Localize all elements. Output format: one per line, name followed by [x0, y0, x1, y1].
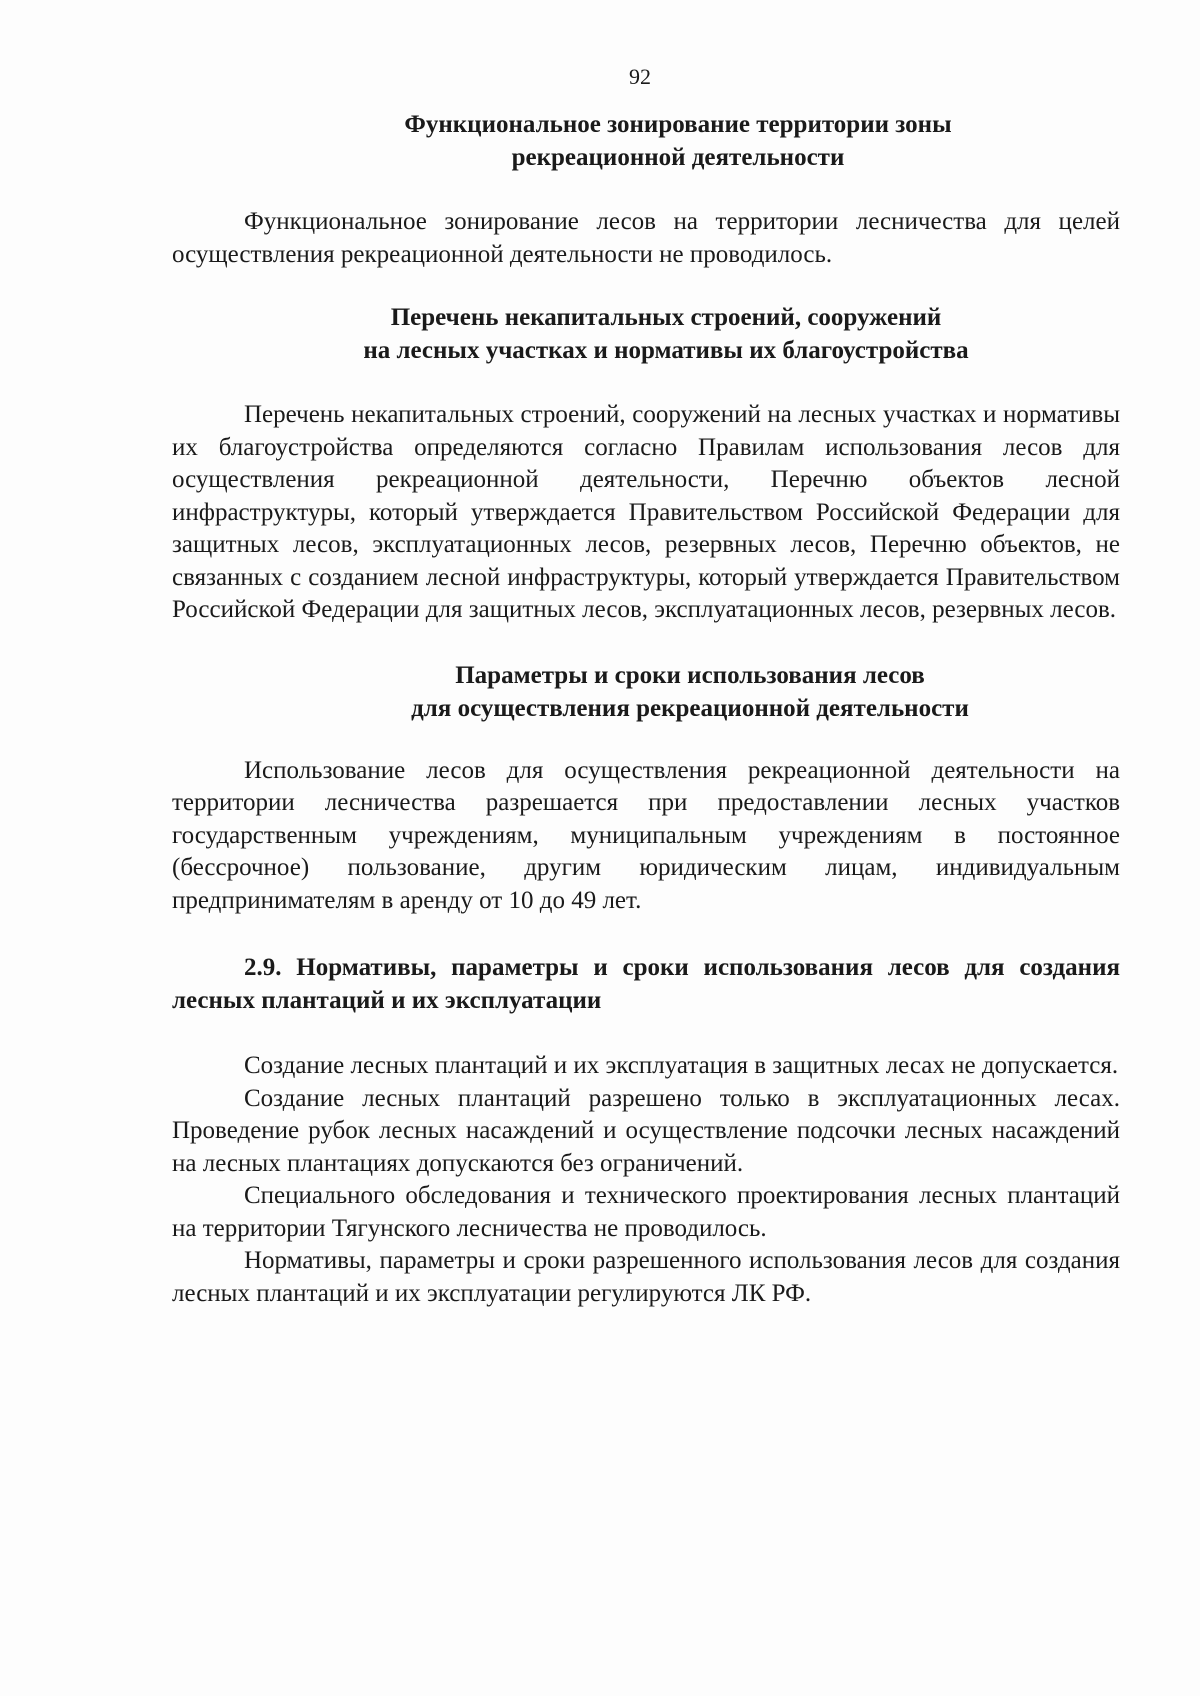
paragraph: Создание лесных плантаций разрешено только в эксплуатационных лесах. Проведение рубок лесных насаждений и осуществление подсочки лесных насаждений на лесных плантациях допускаются без ограничений. — [172, 1084, 1120, 1177]
paragraph: Перечень некапитальных строений, сооружений на лесных участках и нормативы их благоустройства определяются согласно Правилам использования лесов для осуществления рекреационной деятельности, Перечню объектов лесной инфраструктуры, который утверждается Правительством Российской Федерации для защитных лесов, эксплуатационных лесов, резервных лесов, Перечню объектов, не связанных с созданием лесной инфраструктуры, который утверждается Правительством Российской Федерации для защитных лесов, эксплуатационных лесов, резервных лесов. — [172, 401, 1120, 623]
heading-line: рекреационной деятельности — [511, 144, 845, 171]
document-body — [172, 108, 1120, 1310]
heading-line: Функциональное зонирование территории зоны — [404, 111, 952, 138]
section-heading-2-9: 2.9. Нормативы, параметры и сроки использования лесов для создания лесных плантаций и их эксплуатации — [172, 954, 1120, 1014]
paragraph: Создание лесных плантаций и их эксплуатация в защитных лесах не допускается. — [244, 1052, 1119, 1079]
section-heading-structures-list — [172, 301, 1120, 367]
paragraph: Специального обследования и технического проектирования лесных плантаций на территории Тягунского лесничества не проводилось. — [172, 1182, 1120, 1242]
heading-line: Параметры и сроки использования лесов — [455, 661, 925, 689]
heading-line: на лесных участках и нормативы их благоустройства — [363, 337, 969, 364]
heading-line: для осуществления рекреационной деятельности — [411, 694, 969, 722]
page-number: 92 — [629, 64, 651, 89]
section-heading-usage-parameters — [172, 659, 1120, 725]
heading-line: Перечень некапитальных строений, сооружений — [390, 304, 942, 331]
paragraph: Нормативы, параметры и сроки разрешенного использования лесов для создания лесных плантаций и их эксплуатации регулируются ЛК РФ. — [172, 1247, 1120, 1307]
paragraph: Функциональное зонирование лесов на территории лесничества для целей осуществления рекреационной деятельности не проводилось. — [172, 208, 1120, 268]
paragraph: Использование лесов для осуществления рекреационной деятельности на территории лесничества разрешается при предоставлении лесных участков государственным учреждениям, муниципальным учреждениям в постоянное (бессрочное) пользование, другим юридическим лицам, индивидуальным предпринимателям в аренду от 10 до 49 лет. — [172, 756, 1120, 914]
section-heading-functional-zoning — [172, 108, 1120, 174]
